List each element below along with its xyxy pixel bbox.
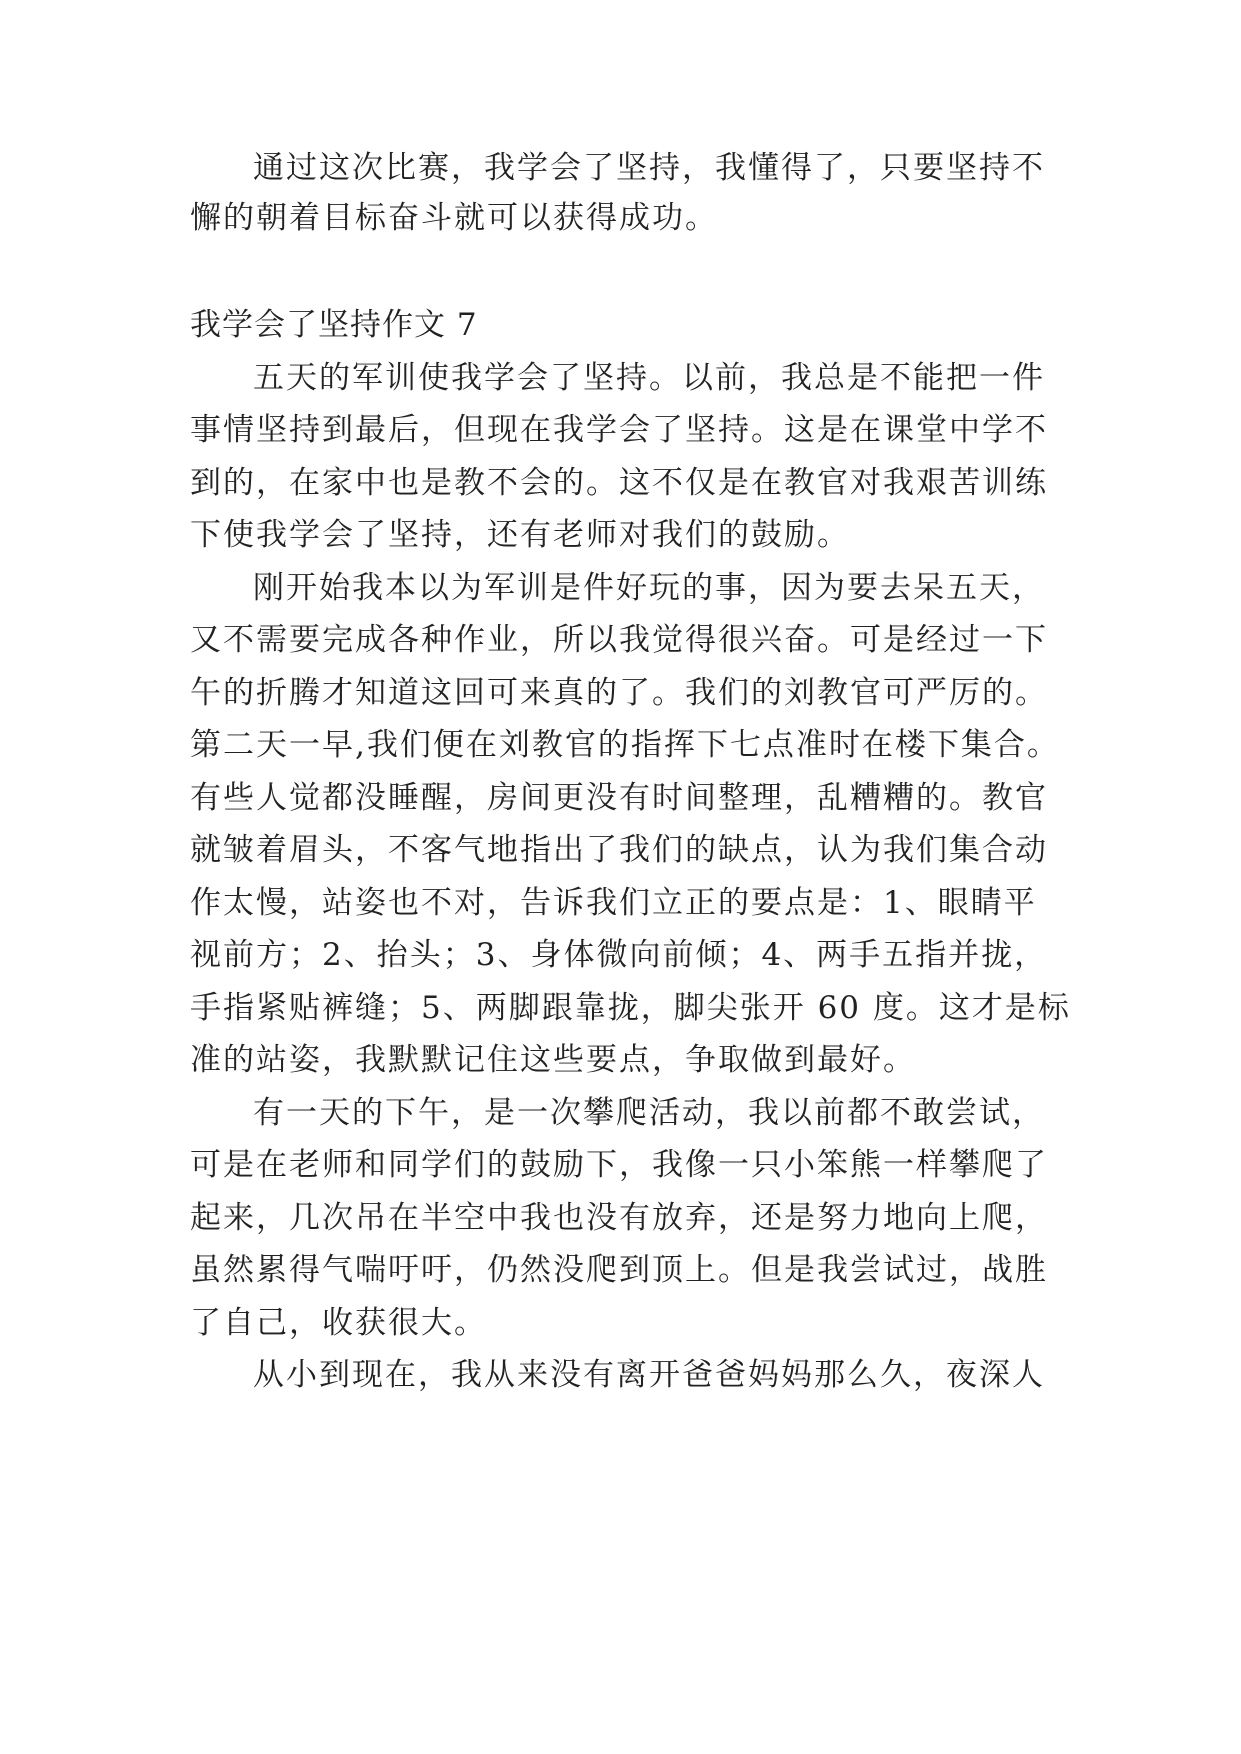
- paragraph-line: 虽然累得气喘吁吁，仍然没爬到顶上。但是我尝试过，战胜: [190, 1252, 1048, 1288]
- section-title: 我学会了坚持作文 7: [190, 307, 478, 343]
- paragraph-line: 有些人觉都没睡醒，房间更没有时间整理，乱糟糟的。教官: [190, 780, 1048, 816]
- paragraph-line: 事情坚持到最后，但现在我学会了坚持。这是在课堂中学不: [190, 412, 1048, 448]
- paragraph-line: 准的站姿，我默默记住这些要点，争取做到最好。: [190, 1042, 916, 1078]
- paragraph-line: 刚开始我本以为军训是件好玩的事，因为要去呆五天，: [253, 570, 1045, 606]
- paragraph-line: 作太慢，站姿也不对，告诉我们立正的要点是：1、眼睛平: [190, 885, 1037, 921]
- paragraph-line: 到的，在家中也是教不会的。这不仅是在教官对我艰苦训练: [190, 465, 1048, 501]
- paragraph-line: 视前方；2、抬头；3、身体微向前倾；4、两手五指并拢，: [190, 937, 1048, 973]
- intro-line: 懈的朝着目标奋斗就可以获得成功。: [190, 200, 718, 236]
- paragraph-line: 五天的军训使我学会了坚持。以前，我总是不能把一件: [253, 360, 1045, 396]
- intro-line: 通过这次比赛，我学会了坚持，我懂得了，只要坚持不: [253, 150, 1045, 186]
- paragraph-line: 有一天的下午，是一次攀爬活动，我以前都不敢尝试，: [253, 1095, 1045, 1131]
- paragraph-line: 了自己，收获很大。: [190, 1305, 487, 1341]
- paragraph-line: 又不需要完成各种作业，所以我觉得很兴奋。可是经过一下: [190, 622, 1048, 658]
- paragraph-line: 起来，几次吊在半空中我也没有放弃，还是努力地向上爬，: [190, 1200, 1048, 1236]
- paragraph-line: 可是在老师和同学们的鼓励下，我像一只小笨熊一样攀爬了: [190, 1147, 1048, 1183]
- paragraph-line: 午的折腾才知道这回可来真的了。我们的刘教官可严厉的。: [190, 675, 1048, 711]
- paragraph-line: 从小到现在，我从来没有离开爸爸妈妈那么久，夜深人: [253, 1357, 1045, 1393]
- paragraph-line: 手指紧贴裤缝；5、两脚跟靠拢，脚尖张开 60 度。这才是标: [190, 990, 1071, 1026]
- paragraph-line: 第二天一早,我们便在刘教官的指挥下七点准时在楼下集合。: [190, 727, 1060, 763]
- paragraph-line: 下使我学会了坚持，还有老师对我们的鼓励。: [190, 517, 850, 553]
- paragraph-line: 就皱着眉头，不客气地指出了我们的缺点，认为我们集合动: [190, 832, 1048, 868]
